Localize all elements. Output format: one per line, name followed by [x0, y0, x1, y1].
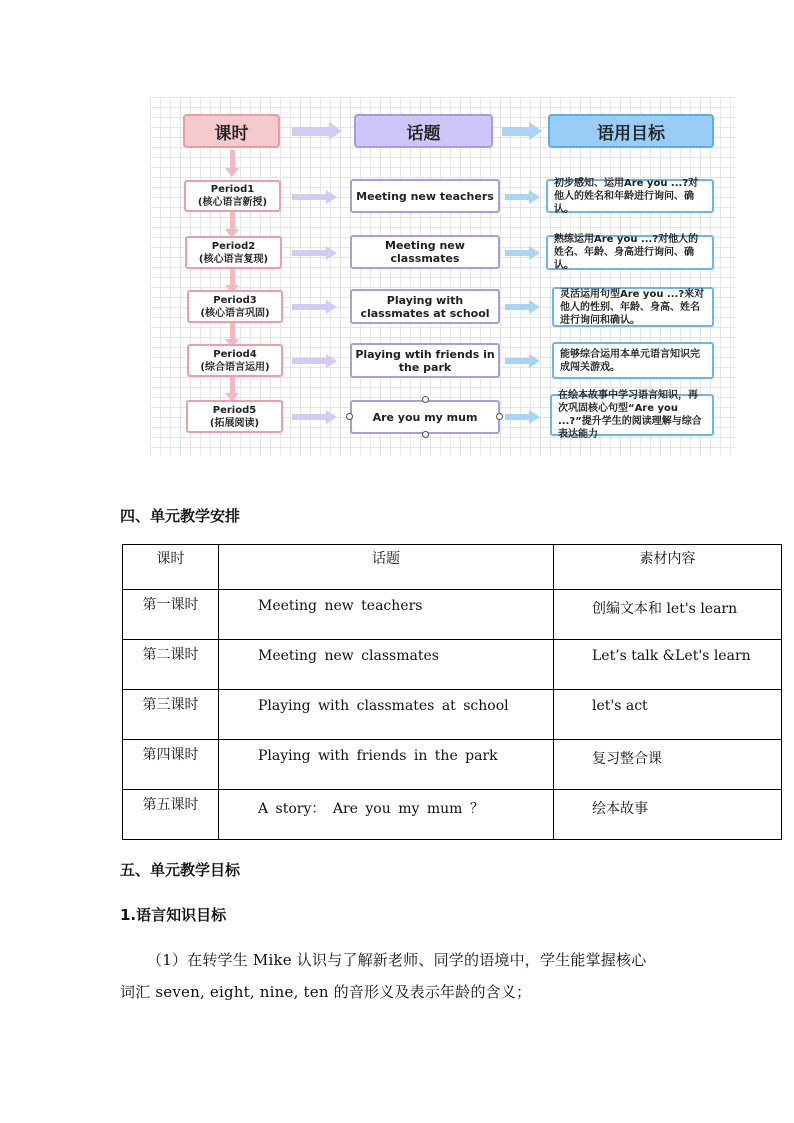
down-arrow [230, 150, 235, 169]
header-topic: 话题 [354, 114, 493, 148]
down-arrow [230, 323, 235, 340]
table-cell: A story： Are you my mum ？ [219, 790, 554, 840]
period-sublabel: (核心语言新授) [197, 197, 268, 208]
period-sublabel: (拓展阅读) [209, 417, 260, 429]
period-box-2 [185, 236, 282, 269]
goal-box-2: 熟练运用Are you ...?对他人的姓名、年龄、身高进行询问、确认。 [546, 235, 714, 270]
table-row [123, 590, 782, 640]
down-arrow [230, 212, 235, 230]
column-header: 课时 [123, 545, 219, 590]
goal-box-3: 灵活运用句型Are you ...?来对他人的性别、年龄、身高、姓名进行询问和确认。 [552, 287, 714, 327]
period-sublabel: (核心语言巩固) [200, 307, 270, 319]
paragraph-line: （1）在转学生 Mike 认识与了解新老师、同学的语境中，学生能掌握核心 [147, 951, 647, 969]
table-row [123, 690, 782, 740]
topic-box-1: Meeting new teachers [350, 179, 500, 213]
selection-handle[interactable] [346, 413, 353, 420]
table-cell: 第五课时 [123, 790, 219, 840]
period-label: Period4 [213, 348, 257, 360]
column-header: 话题 [219, 545, 554, 590]
row-arrow [505, 250, 540, 256]
teaching-flow-diagram [150, 97, 735, 455]
topic-box-3: Playing with classmates at school [350, 289, 500, 324]
selection-handle[interactable] [422, 431, 429, 438]
row-arrow [292, 194, 337, 200]
period-label: Period3 [213, 294, 257, 306]
selection-handle[interactable] [422, 396, 429, 403]
period-box-3 [187, 290, 283, 323]
topic-box-5: Are you my mum [350, 400, 500, 434]
table-cell: Playing with friends in the park [219, 740, 554, 790]
row-arrow [292, 250, 337, 256]
period-sublabel: (核心语言复现) [198, 253, 269, 265]
down-arrow [230, 269, 235, 286]
row-arrow [292, 358, 337, 364]
down-arrow [230, 377, 235, 394]
period-box-4 [187, 344, 283, 377]
table-cell: Playing with classmates at school [219, 690, 554, 740]
header-goal: 语用目标 [548, 114, 714, 148]
table-header-row [123, 545, 782, 590]
table-cell: 第一课时 [123, 590, 219, 640]
paragraph-line: 词汇 seven, eight, nine, ten 的音形义及表示年龄的含义； [120, 983, 532, 1001]
period-sublabel: (综合语言运用) [200, 361, 270, 373]
row-arrow [505, 304, 540, 310]
selection-handle[interactable] [496, 413, 503, 420]
table-cell: 绘本故事 [554, 790, 782, 840]
header-arrow-2 [502, 127, 542, 136]
header-arrow-1 [292, 127, 342, 136]
table-cell: 第二课时 [123, 640, 219, 690]
section4-heading: 四、单元教学安排 [120, 507, 241, 525]
table-cell: Meeting new classmates [219, 640, 554, 690]
goal-box-5: 在绘本故事中学习语言知识，再次巩固核心句型“Are you ...?”提升学生的阅读理解与综合表达能力 [550, 394, 714, 436]
topic-box-2: Meeting new classmates [350, 235, 500, 269]
table-cell: 第三课时 [123, 690, 219, 740]
table-cell: 创编文本和 let's learn [554, 590, 782, 640]
header-period: 课时 [183, 114, 280, 148]
goal-box-4: 能够综合运用本单元语言知识完成闯关游戏。 [552, 342, 714, 379]
goal-box-1: 初步感知、运用Are you ...?对他人的姓名和年龄进行询问、确认。 [546, 179, 714, 213]
period-label: Period2 [211, 240, 256, 252]
section5-subheading: 1.语言知识目标 [120, 906, 227, 924]
topic-box-4: Playing wtih friends in the park [350, 343, 500, 378]
period-box-1 [184, 180, 281, 212]
table-row [123, 740, 782, 790]
section5-heading: 五、单元教学目标 [120, 861, 241, 879]
table-cell: Let’s talk &Let's learn [554, 640, 782, 690]
period-box-5 [186, 400, 283, 433]
row-arrow [505, 194, 540, 200]
table-cell: let's act [554, 690, 782, 740]
table-cell: 复习整合课 [554, 740, 782, 790]
column-header: 素材内容 [554, 545, 782, 590]
period-label: Period5 [212, 404, 257, 416]
table-cell: Meeting new teachers [219, 590, 554, 640]
teaching-schedule-table [122, 544, 782, 840]
row-arrow [292, 414, 337, 420]
row-arrow [292, 304, 337, 310]
row-arrow [505, 414, 540, 420]
period-label: Period1 [210, 184, 255, 195]
table-cell: 第四课时 [123, 740, 219, 790]
table-row [123, 790, 782, 840]
row-arrow [505, 358, 540, 364]
table-row [123, 640, 782, 690]
